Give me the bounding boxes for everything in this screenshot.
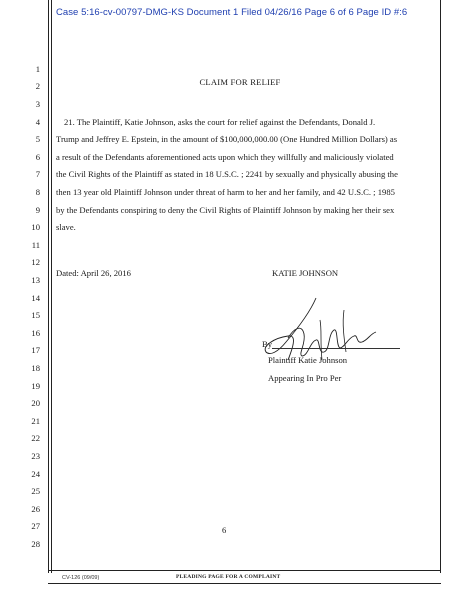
line-number: 7 (35, 169, 40, 179)
paragraph-line: the Civil Rights of the Plaintiff as stated in 18 U.S.C. ; 2241 by sexually and physically abusing the (56, 169, 398, 179)
case-header: Case 5:16-cv-00797-DMG-KS Document 1 Filed 04/26/16 Page 6 of 6 Page ID #:6 (56, 7, 408, 18)
line-number: 3 (35, 99, 40, 109)
line-number: 8 (35, 187, 40, 197)
left-margin-rule-inner (51, 0, 52, 573)
line-number: 23 (31, 451, 40, 461)
line-number: 2 (35, 81, 40, 91)
section-title: CLAIM FOR RELIEF (199, 77, 281, 87)
by-label: By (262, 339, 273, 349)
line-number: 20 (31, 398, 40, 408)
line-number: 4 (35, 117, 40, 127)
form-id: CV-126 (09/09) (62, 575, 100, 581)
line-number: 17 (31, 345, 40, 355)
line-number: 13 (31, 275, 40, 285)
line-number: 19 (31, 381, 40, 391)
footer-rule-bottom (48, 583, 441, 584)
line-number: 5 (35, 134, 40, 144)
paragraph-line: then 13 year old Plaintiff Johnson under threat of harm to her and her family, and 42 U.S.C. ; 1985 (56, 187, 395, 197)
line-number: 18 (31, 363, 40, 373)
line-number: 9 (35, 205, 40, 215)
paragraph-line: Trump and Jeffrey E. Epstein, in the amount of $100,000,000.00 (One Hundred Million Dollars) as (56, 134, 398, 144)
footer-caption: PLEADING PAGE FOR A COMPLAINT (176, 574, 281, 580)
line-number: 25 (31, 486, 40, 496)
signer-name: KATIE JOHNSON (272, 268, 339, 278)
paragraph-line: by the Defendants conspiring to deny the Civil Rights of Plaintiff Johnson by making her their sex (56, 205, 395, 215)
line-number: 27 (31, 521, 40, 531)
line-number: 11 (31, 240, 40, 250)
paragraph-line: slave. (56, 222, 76, 232)
line-number: 28 (31, 539, 40, 549)
line-number: 15 (31, 310, 40, 320)
right-margin-rule (440, 0, 441, 573)
paragraph-line: 21. The Plaintiff, Katie Johnson, asks the court for relief against the Defendants, Donald J. (64, 117, 376, 127)
appearing-status: Appearing In Pro Per (268, 373, 342, 383)
line-number: 10 (31, 222, 40, 232)
line-number: 16 (31, 328, 40, 338)
line-number: 21 (31, 416, 40, 426)
line-number: 14 (31, 293, 40, 303)
date-line: Dated: April 26, 2016 (56, 268, 131, 278)
signer-role: Plaintiff Katie Johnson (268, 355, 348, 365)
line-number: 1 (35, 64, 40, 74)
line-number: 24 (31, 469, 40, 479)
signature-line (272, 348, 400, 349)
line-number: 22 (31, 433, 40, 443)
left-margin-rule-outer (48, 0, 49, 573)
line-number: 26 (31, 504, 40, 514)
page-number: 6 (222, 525, 227, 535)
line-number: 6 (35, 152, 40, 162)
footer-rule-top (48, 570, 441, 571)
paragraph-line: a result of the Defendants aforementioned acts upon which they willfully and maliciously violated (56, 152, 394, 162)
line-number: 12 (31, 257, 40, 267)
